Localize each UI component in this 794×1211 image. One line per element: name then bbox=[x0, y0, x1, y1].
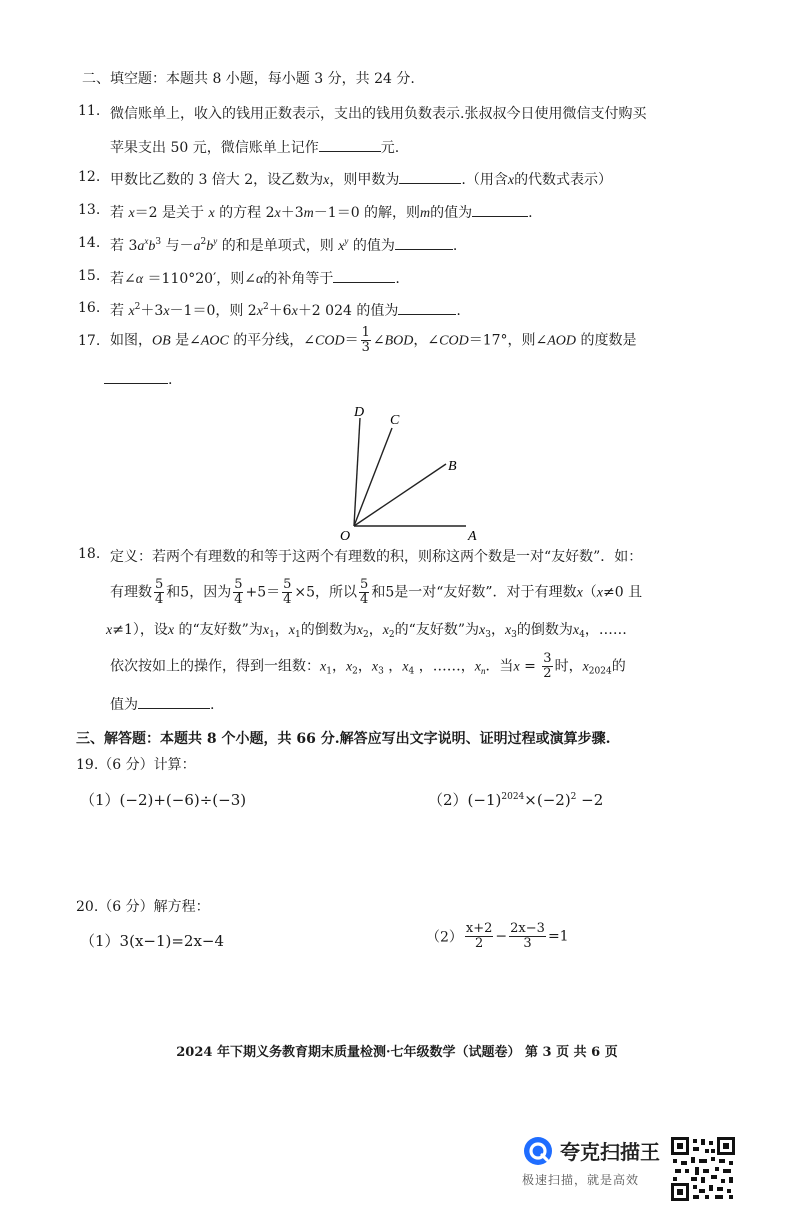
q17-aoc: AOC bbox=[200, 333, 229, 349]
q18-l3b: 的“友好数”为 bbox=[174, 622, 263, 638]
q18-l2b: 和5，因为 bbox=[166, 584, 232, 601]
q17-a: 如图， bbox=[110, 332, 152, 349]
q13-a: 若 bbox=[110, 205, 129, 221]
q19-part2 bbox=[428, 789, 603, 810]
q12-c: .（用含 bbox=[461, 172, 508, 188]
q20-frac1-den: 2 bbox=[475, 936, 484, 951]
q14-answer-blank[interactable] bbox=[395, 235, 453, 250]
q13-x: x bbox=[128, 206, 135, 221]
q17-cod: COD bbox=[315, 333, 345, 349]
label-c: C bbox=[390, 413, 400, 428]
q20-p2: （2） bbox=[426, 929, 463, 946]
q18-l3a: ≠1），设 bbox=[112, 622, 168, 638]
q15-end: . bbox=[395, 271, 400, 287]
q20-frac1-num: x+2 bbox=[465, 921, 493, 936]
q13-end: . bbox=[528, 205, 533, 221]
q13-h: m bbox=[420, 206, 431, 221]
q18-frac4: $\frac{5}{4}$ bbox=[360, 577, 369, 607]
q12-b: ，则甲数为 bbox=[329, 172, 400, 188]
section-2-title: 二、填空题：本题共 8 小题，每小题 3 分，共 24 分. bbox=[82, 71, 415, 87]
q18-line1: 定义：若两个有理数的和等于这两个有理数的积，则称这两个数是一对“友好数”．如： bbox=[110, 549, 643, 565]
q15-text: 若∠α ＝110°20′，则∠α的补角等于 . bbox=[110, 268, 400, 288]
q18-frac1-den: 4 bbox=[155, 592, 164, 607]
q20-frac2-den: 3 bbox=[523, 936, 532, 951]
q17-h: 的度数是 bbox=[576, 332, 637, 349]
q18-l2g: ≠0 且 bbox=[603, 584, 643, 601]
q20-frac2-num: 2x−3 bbox=[510, 921, 545, 936]
q14-number: 14. bbox=[78, 235, 101, 251]
q13-var: x bbox=[208, 206, 215, 221]
q16-text: 若 $x^2+3x-1=0$，则 $2x^2+6x+2$ 024 的值为 . bbox=[110, 302, 461, 319]
q16-number: 16. bbox=[78, 300, 101, 316]
q18-line5 bbox=[110, 694, 214, 714]
q19-header: 19.（6 分）计算： bbox=[76, 757, 196, 773]
q20-header: 20.（6 分）解方程： bbox=[76, 899, 210, 915]
q12-text bbox=[110, 169, 612, 189]
q18-l2a: 有理数 bbox=[110, 584, 152, 601]
section-3-title: 三、解答题：本题共 8 个小题，共 66 分.解答应写出文字说明、证明过程或演算步骤. bbox=[76, 731, 611, 747]
q15-alpha: α bbox=[135, 272, 144, 287]
q16-c: －1＝0，则 2 bbox=[169, 303, 257, 319]
q17-ob: OB bbox=[152, 333, 171, 349]
q12-var: x bbox=[323, 173, 330, 188]
q17-end: . bbox=[168, 372, 173, 388]
q11-answer-blank[interactable] bbox=[319, 137, 381, 152]
q15-b: ＝110°20′，则∠ bbox=[143, 271, 256, 287]
q17-e: ∠ bbox=[372, 332, 385, 349]
q13-g: －1＝0 的解，则 bbox=[313, 205, 421, 221]
q18-l5a: 值为 bbox=[110, 697, 138, 713]
q18-l2d: ×5，所以 bbox=[294, 584, 358, 601]
q19-p2b: ×(−2) bbox=[524, 791, 571, 809]
q12-answer-blank[interactable] bbox=[399, 169, 461, 184]
q13-c: 的方程 2 bbox=[214, 205, 275, 221]
q17-b: 是∠ bbox=[170, 332, 201, 349]
q14-end: . bbox=[452, 238, 458, 254]
q18-frac5-num: 3 bbox=[543, 651, 552, 666]
q17-text: 如图，OB 是∠AOC 的平分线，∠COD＝ $\frac{1}{3}$ ∠BOD，∠COD＝17°，则∠AOD 的度数是 bbox=[110, 325, 637, 355]
q17-answer-line bbox=[104, 369, 172, 388]
q20-part2 bbox=[426, 922, 569, 951]
q18-l5b: . bbox=[210, 697, 215, 713]
q18-l2x: x bbox=[576, 585, 583, 601]
q18-l3c: 的倒数为 bbox=[300, 622, 357, 638]
q14-a: 若 3 bbox=[110, 238, 138, 254]
q19-part1: （1）(−2)+(−6)÷(−3) bbox=[80, 791, 247, 809]
q13-answer-blank[interactable] bbox=[472, 202, 528, 217]
q18-l4c: ．当 bbox=[485, 658, 514, 675]
q18-frac1 bbox=[154, 578, 164, 607]
q19-p2-exp: 2024 bbox=[501, 792, 525, 802]
label-d: D bbox=[354, 405, 365, 420]
page-footer: 2024 年下期义务教育期末质量检测·七年级数学（试题卷） 第 3 页 共 6 页 bbox=[176, 1045, 618, 1060]
q14-b: 与－ bbox=[165, 238, 194, 254]
qr-code-icon bbox=[671, 1137, 735, 1201]
brand-title: 夸克扫描王 bbox=[560, 1140, 660, 1164]
q18-frac2: $\frac{5}{4}$ bbox=[234, 577, 243, 607]
ray-oc bbox=[354, 428, 392, 526]
q15-number: 15. bbox=[78, 268, 101, 284]
label-o: O bbox=[340, 529, 351, 544]
ray-od bbox=[354, 418, 360, 526]
q14-d: 的值为 bbox=[352, 238, 395, 254]
q13-k: 的值为 bbox=[430, 205, 473, 221]
q11-line2 bbox=[110, 137, 399, 157]
q13-text bbox=[110, 202, 533, 222]
q12-d: 的代数式表示） bbox=[514, 172, 613, 188]
q14-c: 的和是单项式，则 bbox=[221, 238, 339, 254]
q18-l2c: +5＝ bbox=[245, 584, 281, 601]
q20-frac2 bbox=[509, 922, 546, 951]
q18-l3d: 的“友好数”为 bbox=[394, 622, 479, 638]
q15-answer-blank[interactable] bbox=[333, 268, 395, 283]
q14-text: 若 $3a^xb^3$ 与$-a^2b^y$ 的和是单项式，则 $x^y$ 的值为 . bbox=[110, 236, 458, 254]
q16-e: ＋2 024 的值为 bbox=[297, 303, 399, 319]
q16-a: 若 bbox=[110, 303, 129, 319]
q17-frac-num: 1 bbox=[361, 325, 370, 340]
ray-ob bbox=[354, 464, 446, 526]
q18-l3e: 的倒数为 bbox=[516, 622, 573, 638]
q13-b: ＝2 是关于 bbox=[134, 205, 209, 221]
q11-line2-text: 苹果支出 50 元，微信账单上记作 bbox=[110, 140, 319, 156]
q18-l3f: ，…… bbox=[584, 622, 627, 638]
q11-number: 11. bbox=[78, 103, 101, 119]
q18-answer-blank[interactable] bbox=[138, 694, 210, 709]
q18-frac-3-2 bbox=[542, 652, 552, 681]
q18-line3: x≠1），设x 的“友好数”为$x_1$，$x_1$的倒数为$x_2$，$x_2$的“友好数”为$x_3$，$x_3$的倒数为$x_4$，…… bbox=[106, 622, 627, 640]
q17-bod: BOD bbox=[384, 333, 414, 349]
quark-logo-icon bbox=[522, 1135, 554, 1167]
q16-answer-blank[interactable] bbox=[398, 300, 456, 315]
q16-end: . bbox=[456, 303, 461, 319]
q18-l4a: 依次按如上的操作，得到一组数： bbox=[110, 658, 320, 675]
q11-line1: 微信账单上，收入的钱用正数表示，支出的钱用负数表示.张叔叔今日使用微信支付购买 bbox=[110, 106, 647, 122]
q12-var2: x bbox=[507, 173, 515, 188]
angle-figure bbox=[330, 398, 490, 546]
q16-d: ＋6 bbox=[268, 303, 292, 319]
q19-p2-exp2: 2 bbox=[570, 792, 577, 802]
q18-de: 的 bbox=[611, 658, 626, 675]
q18-frac1-num: 5 bbox=[155, 577, 164, 592]
q15-c: 的补角等于 bbox=[263, 271, 334, 287]
label-b: B bbox=[448, 459, 457, 474]
q17-f: ，∠ bbox=[413, 332, 440, 349]
q18-l4d: 时， bbox=[554, 658, 583, 675]
q18-number: 18. bbox=[78, 546, 101, 562]
q20-frac1 bbox=[465, 922, 494, 951]
q17-d: ＝ bbox=[344, 332, 359, 349]
q18-l4b: ，……， bbox=[418, 658, 475, 675]
q17-aod: AOD bbox=[547, 333, 577, 349]
q18-frac3: $\frac{5}{4}$ bbox=[283, 577, 292, 607]
q18-line4: 依次按如上的操作，得到一组数：$x_1$，$x_2$，$x_3$ ，$x_4$ ，……，$x_n$．当x = $\frac{3}{2}$ 时，$x_{2024}$的 bbox=[110, 651, 626, 681]
q18-l2e: 和5是一对“友好数”．对于有理数 bbox=[371, 584, 577, 601]
q13-number: 13. bbox=[78, 202, 101, 218]
q18-sub-2024: 2024 bbox=[588, 666, 612, 677]
brand-subtitle: 极速扫描，就是高效 bbox=[522, 1173, 640, 1187]
q11-line2-end: 元. bbox=[380, 140, 400, 156]
q17-number: 17. bbox=[78, 333, 101, 349]
label-a: A bbox=[468, 529, 477, 544]
q13-e: ＋3 bbox=[280, 205, 304, 221]
q18-line2: 有理数 $\frac{5}{4}$ 和5，因为 $\frac{5}{4}$ +5＝ $\frac{5}{4}$ ×5，所以 $\frac{5}{4}$ 和5是一对“友好数”．对于有理数x（x≠0 且 bbox=[110, 577, 643, 607]
q17-frac-den: 3 bbox=[361, 340, 370, 355]
q13-d: x bbox=[274, 206, 281, 221]
q18-l2f: （ bbox=[582, 584, 597, 601]
q19-p2a: （2）(−1) bbox=[428, 791, 502, 809]
q17-fraction bbox=[361, 326, 371, 355]
q18-frac5-den: 2 bbox=[543, 666, 552, 681]
q17-g: ＝17°，则∠ bbox=[468, 332, 548, 349]
q12-a: 甲数比乙数的 3 倍大 2，设乙数为 bbox=[110, 172, 324, 188]
q17-c: 的平分线，∠ bbox=[228, 332, 316, 349]
q19-p2c: −2 bbox=[576, 791, 604, 809]
q15-a: 若∠ bbox=[110, 271, 136, 287]
q16-b: ＋3 bbox=[140, 303, 164, 319]
q17-answer-blank[interactable] bbox=[104, 369, 168, 384]
q20-minus: − bbox=[495, 928, 508, 945]
q20-part1: （1）3(x−1)=2x−4 bbox=[80, 932, 225, 950]
q13-f: m bbox=[303, 206, 314, 221]
q12-number: 12. bbox=[78, 169, 101, 185]
q20-eq: =1 bbox=[547, 928, 569, 945]
